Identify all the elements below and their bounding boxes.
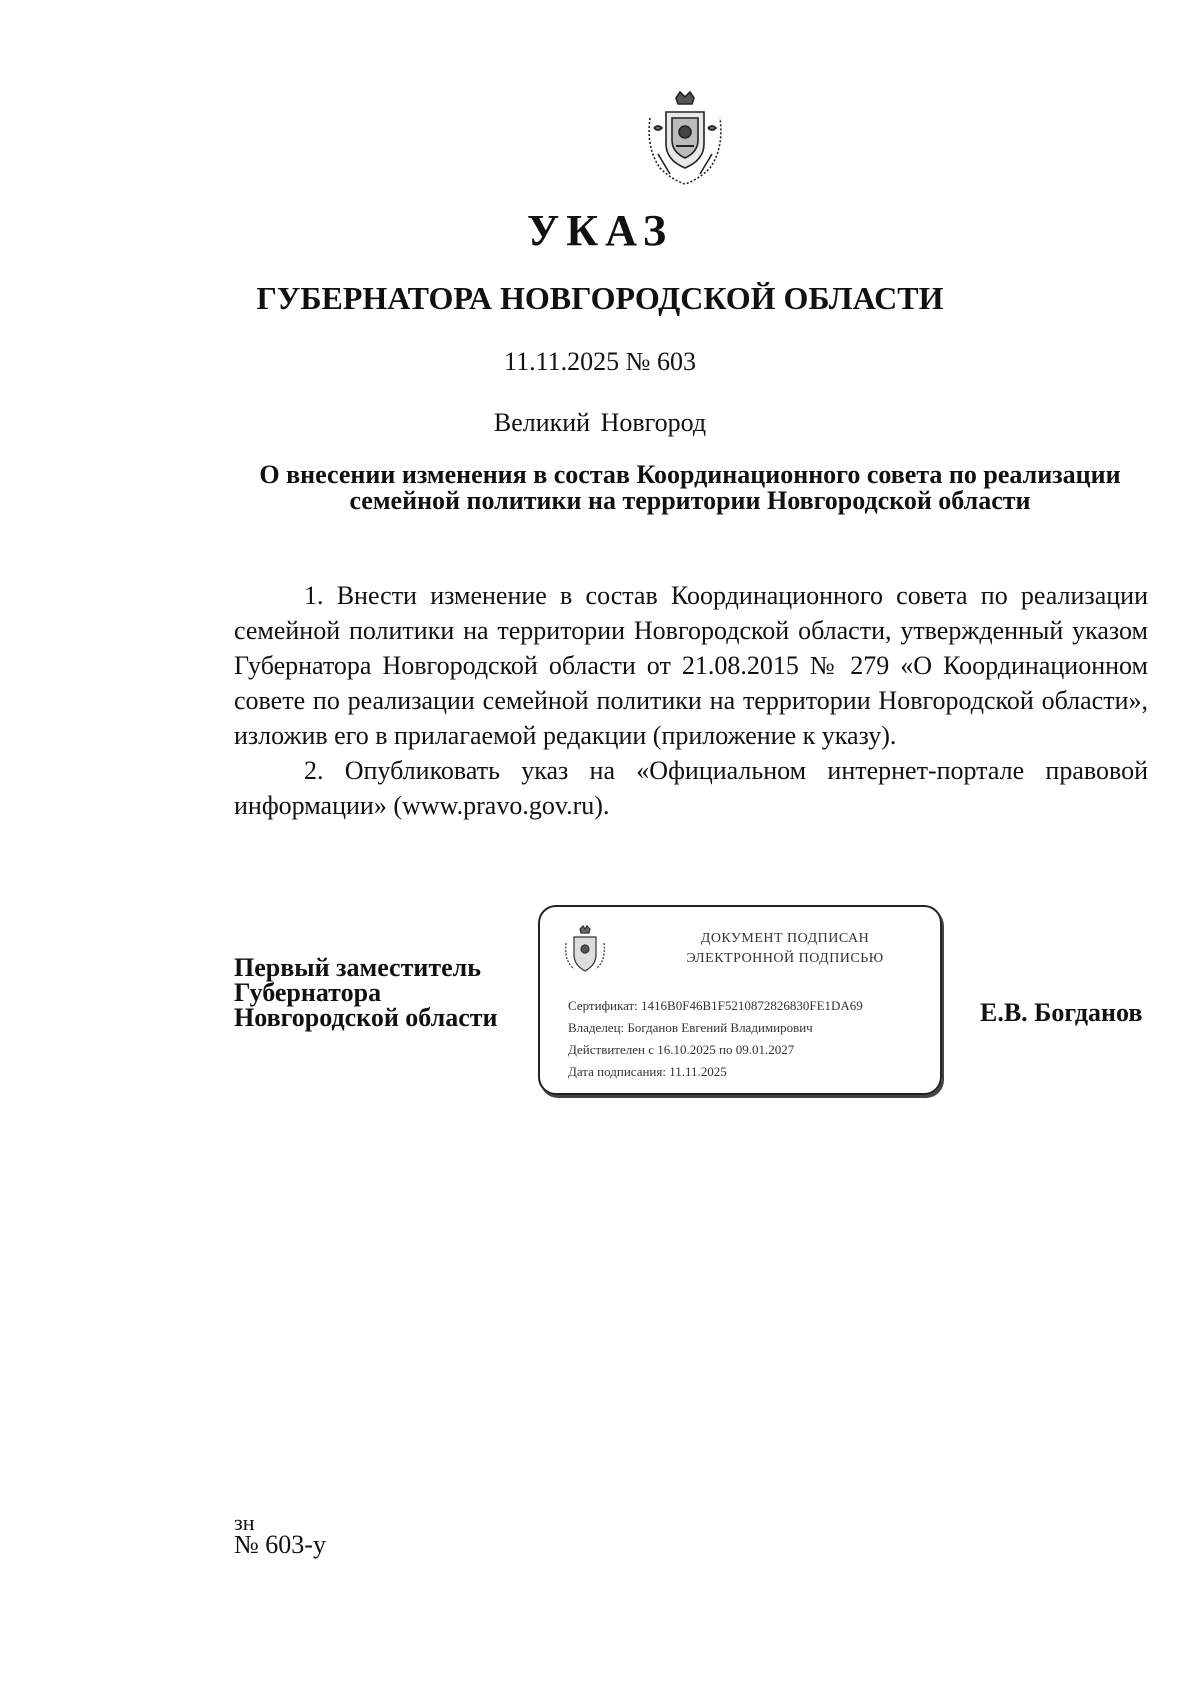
signer-name: Е.В. Богданов [980, 998, 1143, 1027]
signer-position-line: Новгородской области [234, 1003, 498, 1032]
signer-position-line: Губернатора [234, 978, 382, 1007]
stamp-title [660, 929, 910, 969]
city: Великий Новгород [493, 408, 707, 437]
issuer-title: ГУБЕРНАТОРА НОВГОРОДСКОЙ ОБЛАСТИ [256, 280, 944, 316]
document-body [234, 578, 1148, 823]
body-paragraph: 2. Опубликовать указ на «Официальном интернет-портале правовой информации» (www.pravo.gov.ru). [234, 756, 1148, 820]
stamp-signing-date: Дата подписания: 11.11.2025 [568, 1064, 727, 1079]
stamp-owner: Владелец: Богданов Евгений Владимирович [568, 1020, 813, 1035]
document-title: УКАЗ [526, 206, 674, 255]
stamp-title-line: ЭЛЕКТРОННОЙ ПОДПИСЬЮ [686, 951, 884, 966]
document-heading [230, 462, 1150, 514]
heading-line: О внесении изменения в состав Координационного совета по реализации [259, 460, 1121, 489]
document-number: 603 [656, 347, 696, 376]
document-date: 11.11.2025 [504, 347, 620, 376]
heading-line: семейной политики на территории Новгородской области [349, 486, 1031, 515]
stamp-title-line: ДОКУМЕНТ ПОДПИСАН [700, 931, 870, 946]
stamp-emblem-icon [562, 925, 608, 977]
coat-of-arms-emblem [640, 88, 730, 188]
registration-block [234, 1510, 326, 1559]
number-sign: № [625, 347, 651, 376]
stamp-certificate: Сертификат: 1416B0F46B1F5210872826830FE1DA69 [568, 998, 863, 1013]
body-paragraph: 1. Внести изменение в состав Координационного совета по реализации семейной политики на территории Новгородской области, утвержденный указом Губернатора Новгородской области от 21.08.2015 № 279 «О Координационном совете по реализации семейной политики на территории Новгородской области», изложив его в прилагаемой редакции (приложение к указу). [234, 581, 1148, 750]
date-number-line [0, 347, 1200, 377]
stamp-validity: Действителен с 16.10.2025 по 09.01.2027 [568, 1042, 795, 1057]
registration-number: № 603-у [234, 1530, 326, 1559]
electronic-signature-stamp [538, 905, 942, 1095]
signer-position [234, 955, 524, 1030]
registration-initials: зн [234, 1510, 255, 1535]
stamp-details [568, 995, 938, 1083]
signer-position-line: Первый заместитель [234, 953, 481, 982]
